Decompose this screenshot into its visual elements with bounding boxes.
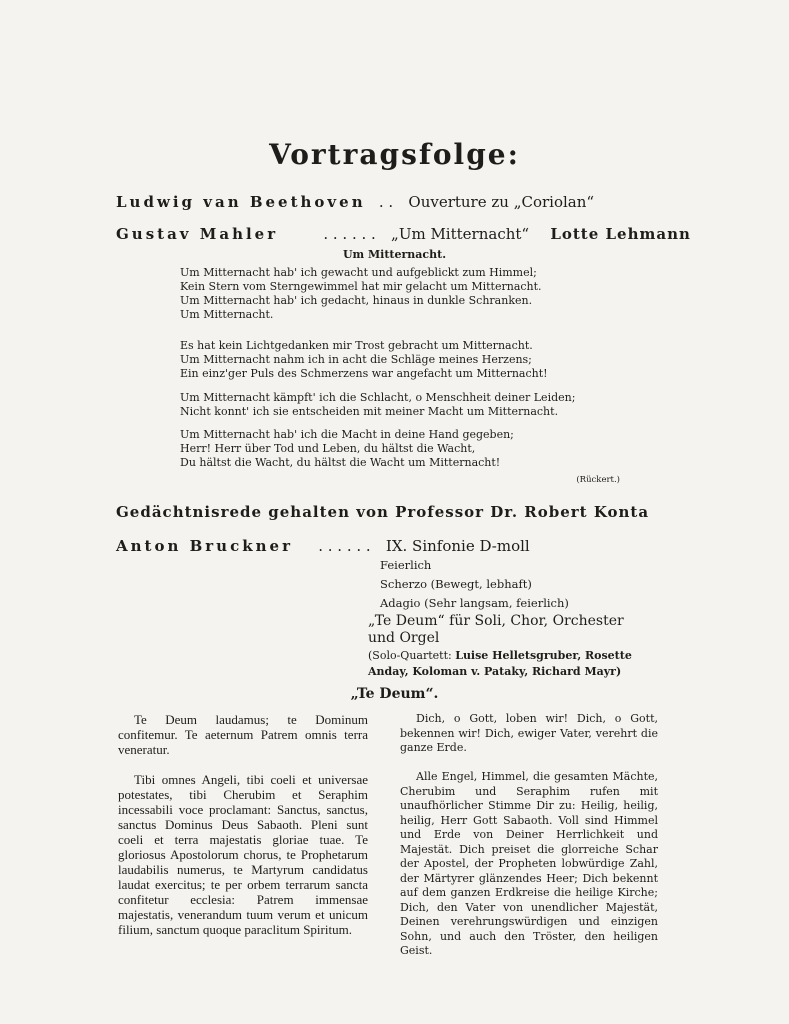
poem-line: Ein einz'ger Puls des Schmerzens war angefacht um Mitternacht! xyxy=(180,367,548,380)
work-title: IX. Sinfonie D-moll xyxy=(385,537,530,555)
leader-dots: . . . . . . xyxy=(323,225,376,243)
te-deum-work: „Te Deum“ für Soli, Chor, Orchester xyxy=(368,613,624,629)
poem-line: Nicht konnt' ich sie entscheiden mit meiner Macht um Mitternacht. xyxy=(180,405,559,418)
program-item-bruckner xyxy=(116,537,666,555)
composer-name: Anton Bruckner xyxy=(116,537,293,555)
solo-quartet-cont xyxy=(368,664,621,680)
movement: Feierlich xyxy=(380,558,432,572)
german-text xyxy=(400,712,658,973)
solo-prefix: (Solo-Quartett: xyxy=(368,649,452,662)
leader-dots: . . . . . . xyxy=(318,537,371,555)
poem-line: Um Mitternacht hab' ich gewacht und aufgeblickt zum Himmel; xyxy=(180,266,537,279)
poem-line: Um Mitternacht hab' ich die Macht in deine Hand gegeben; xyxy=(180,428,514,441)
te-deum-work-cont: und Orgel xyxy=(368,630,440,646)
poem-line: Du hältst die Wacht, du hältst die Wacht um Mitternacht! xyxy=(180,456,501,469)
movement: Adagio (Sehr langsam, feierlich) xyxy=(380,596,569,610)
poem-line: Es hat kein Lichtgedanken mir Trost gebracht um Mitternacht. xyxy=(180,339,533,352)
composer-name: Gustav Mahler xyxy=(116,225,279,243)
latin-text xyxy=(118,712,368,952)
program-item-beethoven xyxy=(116,193,666,211)
poem-line: Um Mitternacht kämpft' ich die Schlacht, o Menschheit deiner Leiden; xyxy=(180,391,576,404)
work-title: Ouverture zu „Coriolan“ xyxy=(408,193,595,211)
program-item-speech xyxy=(116,503,666,521)
speech-text: Gedächtnisrede gehalten von Professor Dr. Robert Konta xyxy=(116,503,650,521)
work-title: „Um Mitternacht“ xyxy=(391,225,530,243)
poem-stanza xyxy=(180,266,620,322)
performer-name: Lotte Lehmann xyxy=(550,225,691,243)
german-paragraph: Alle Engel, Himmel, die gesamten Mächte, Cherubim und Seraphim rufen mit unaufhörlicher Stimme Dir zu: Heilig, heilig, heilig, Herr Gott Sabaoth. Voll sind Himmel und Erde von Deiner Herrlichkeit und Majestät. Dich preiset die glorreiche Schar der Apostel, der Propheten lobwürdige Zahl, der Märtyrer glänzendes Heer; Dich bekennt auf dem ganzen Erdkreise die heilige Kirche; Dich, den Vater von unendlicher Majestät, Deinen verehrungswürdigen und einzigen Sohn, und auch den Tröster, den heiligen Geist. xyxy=(400,770,658,957)
poem-line: Herr! Herr über Tod und Leben, du hältst die Wacht, xyxy=(180,442,476,455)
composer-name: Ludwig van Beethoven xyxy=(116,193,366,211)
movement: Scherzo (Bewegt, lebhaft) xyxy=(380,577,532,591)
program-item-mahler xyxy=(116,225,691,243)
latin-paragraph: Tibi omnes Angeli, tibi coeli et universae potestates, tibi Cherubim et Seraphim incessabili voce proclamant: Sanctus, sanctus, sanctus Dominus Deus Sabaoth. Pleni sunt coeli et terra majestatis gloriae tuae. Te gloriosus Apostolorum chorus, te Prophetarum laudabilis numerus, te Martyrum candidatus laudat exercitus; te per orbem terrarum sancta confitetur ecclesia: Patrem immensae majestatis, venerandum tuum verum et unicum filium, sanctum quoque paraclitum Spiritum. xyxy=(118,772,368,937)
poem-credit: (Rückert.) xyxy=(576,475,620,485)
latin-paragraph: Te Deum laudamus; te Dominum confitemur. Te aeternum Patrem omnis terra veneratur. xyxy=(118,712,368,757)
solo-names: Anday, Koloman v. Pataky, Richard Mayr) xyxy=(368,665,622,678)
poem-stanza xyxy=(180,428,620,470)
te-deum-title: „Te Deum“. xyxy=(350,686,439,702)
page-title: Vortragsfolge: xyxy=(269,138,520,171)
solo-names: Luise Helletsgruber, Rosette xyxy=(455,649,632,662)
poem-stanza xyxy=(180,339,620,381)
german-paragraph: Dich, o Gott, loben wir! Dich, o Gott, bekennen wir! Dich, ewiger Vater, verehrt die ganze Erde. xyxy=(400,712,658,754)
poem-line: Kein Stern vom Sterngewimmel hat mir gelacht um Mitternacht. xyxy=(180,280,542,293)
poem-title: Um Mitternacht. xyxy=(342,248,447,261)
leader-dots: . . xyxy=(378,193,394,211)
poem-line: Um Mitternacht hab' ich gedacht, hinaus in dunkle Schranken. xyxy=(180,294,533,307)
solo-quartet xyxy=(368,648,632,664)
poem-stanza xyxy=(180,391,620,419)
poem-line: Um Mitternacht nahm ich in acht die Schläge meines Herzens; xyxy=(180,353,532,366)
poem-line: Um Mitternacht. xyxy=(180,308,274,321)
